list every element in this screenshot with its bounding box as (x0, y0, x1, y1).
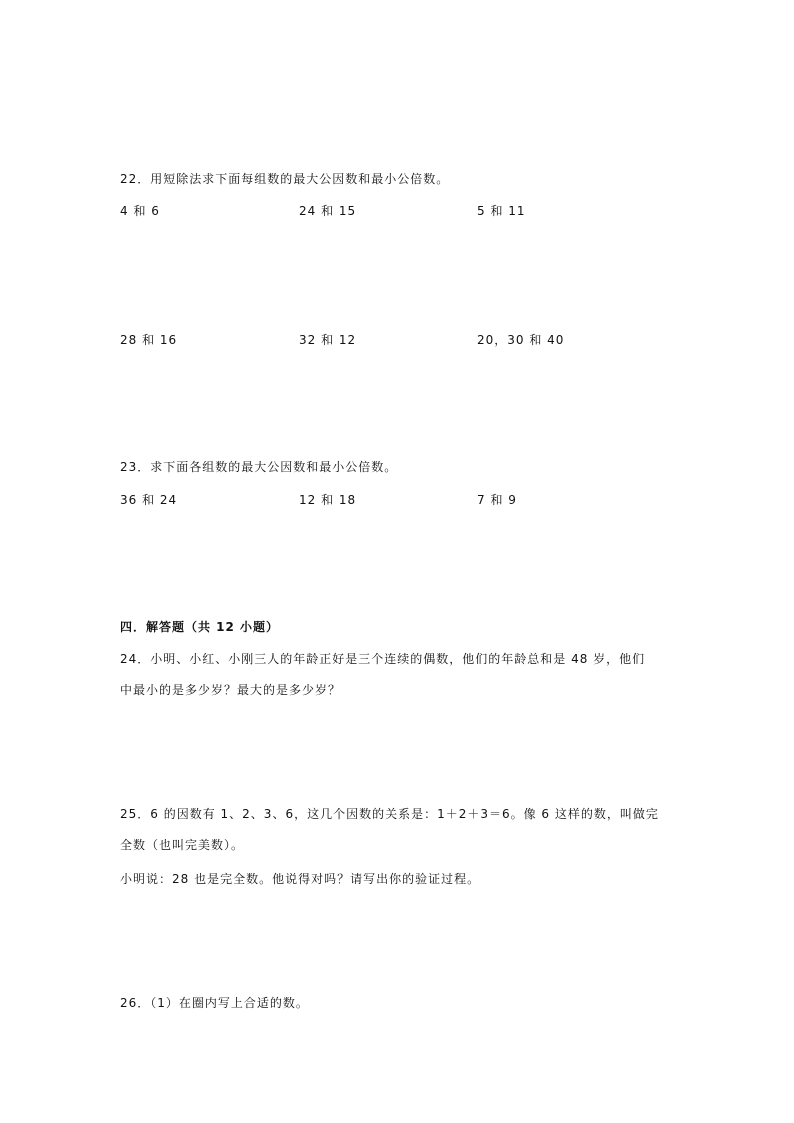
q23-item-3: 7 和 9 (477, 493, 517, 507)
question-23-title: 23．求下面各组数的最大公因数和最小公倍数。 (120, 460, 398, 474)
q22-item-2: 24 和 15 (299, 204, 357, 218)
q23-item-2: 12 和 18 (299, 493, 357, 507)
question-24-line-2: 中最小的是多少岁？最大的是多少岁？ (120, 683, 342, 697)
q22-item-3: 5 和 11 (477, 204, 526, 218)
q22-item-4: 28 和 16 (120, 333, 178, 347)
question-25-line-2: 全数（也叫完美数）。 (120, 838, 245, 852)
question-22-title: 22．用短除法求下面每组数的最大公因数和最小公倍数。 (120, 172, 450, 186)
q22-item-5: 32 和 12 (299, 333, 357, 347)
section-4-heading: 四．解答题（共 12 小题） (120, 620, 280, 634)
q22-item-6: 20，30 和 40 (477, 333, 565, 347)
question-24-line-1: 24．小明、小红、小刚三人的年龄正好是三个连续的偶数，他们的年龄总和是 48 岁，他们 (120, 652, 646, 666)
q22-item-1: 4 和 6 (120, 204, 160, 218)
question-26-line-1: 26．（1）在圈内写上合适的数。 (120, 996, 309, 1010)
question-25-line-3: 小明说：28 也是完全数。他说得对吗？请写出你的验证过程。 (120, 872, 481, 886)
question-25-line-1: 25．6 的因数有 1、2、3、6，这几个因数的关系是：1＋2＋3＝6。像 6 这样的数，叫做完 (120, 807, 659, 821)
q23-item-1: 36 和 24 (120, 493, 178, 507)
